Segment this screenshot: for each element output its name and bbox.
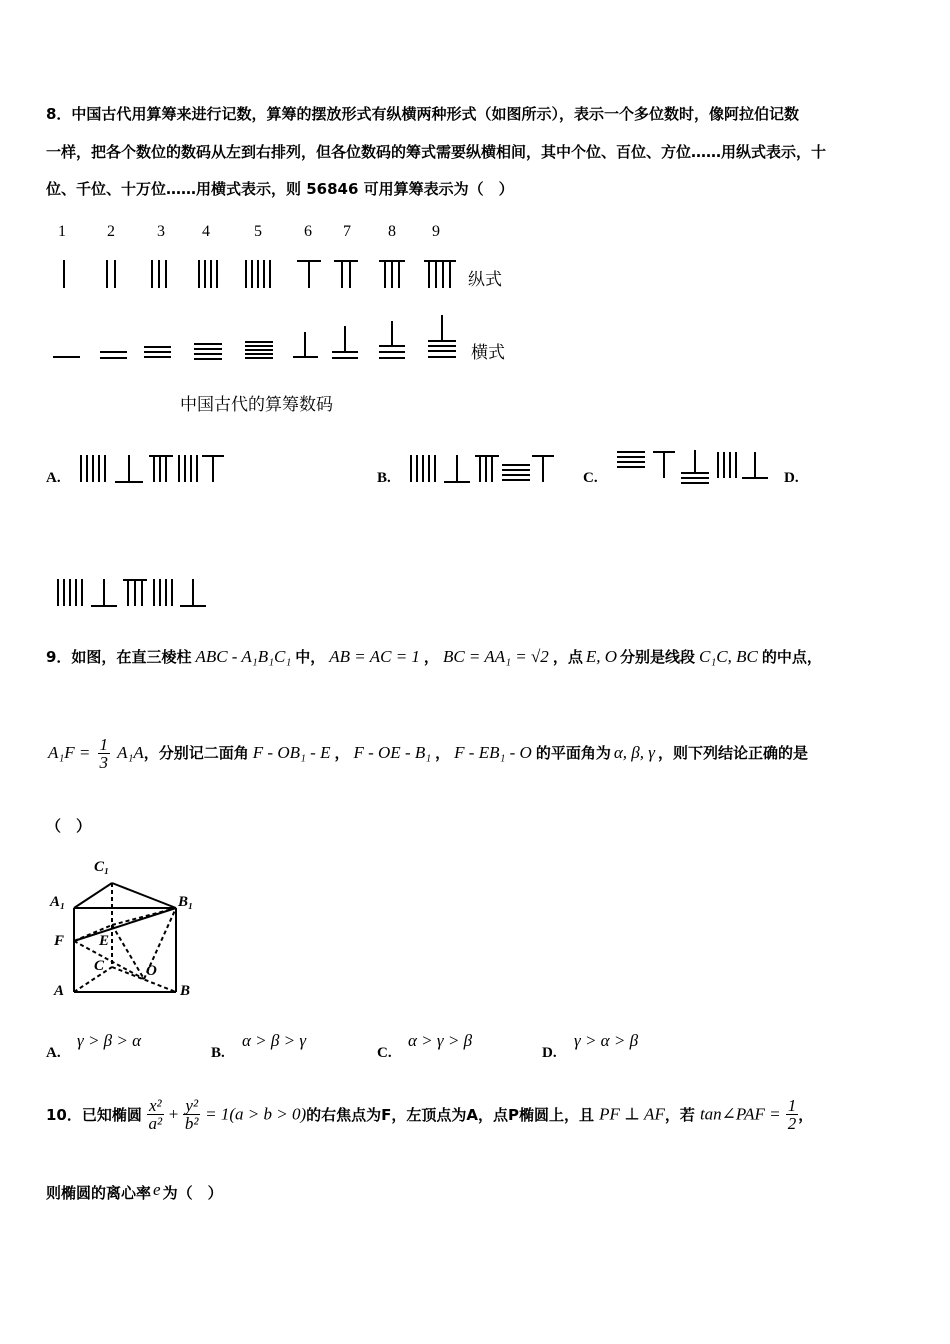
q10-e-var: e (153, 1180, 161, 1199)
digit-label: 2 (107, 223, 115, 240)
q9-pt: ，点 (552, 648, 583, 666)
q9-option-d-expr: γ > α > β (574, 1031, 639, 1050)
horizontal-form-label: 横式 (471, 343, 505, 363)
vertical-rod-3 (152, 260, 166, 288)
label-c1: C₁ (94, 859, 110, 875)
label-o: O (146, 963, 157, 979)
q8-option-a-label[interactable]: A. (46, 470, 61, 486)
label-a1: A₁ (50, 894, 66, 910)
q9-prefix: 9．如图，在直三棱柱 (46, 648, 192, 666)
digit-label: 9 (432, 223, 440, 240)
vertical-rod-9 (424, 261, 456, 288)
vertical-rod-6 (297, 261, 321, 288)
horizontal-rod-9 (428, 315, 456, 357)
q8-option-d-rods (55, 574, 215, 610)
q10-perp: PF ⊥ AF (599, 1104, 665, 1124)
q10-line2-end: 为（ ） (162, 1184, 223, 1202)
q10-plus: + (168, 1104, 179, 1124)
q10-text1: 的右焦点为F，左顶点为A，点P椭圆上，且 (306, 1106, 595, 1124)
vertical-form-label: 纵式 (468, 270, 502, 290)
horizontal-rod-6 (293, 332, 318, 357)
q9-frac-den: 3 (99, 753, 108, 772)
q9-eq1: AB = AC = 1 (329, 647, 420, 666)
q10-eq-tail: = 1(a > b > 0) (205, 1104, 307, 1124)
horizontal-rod-8 (379, 321, 405, 358)
horizontal-rod-7 (332, 326, 358, 358)
q10-frac2-num: y² (185, 1096, 199, 1115)
q10-frac2 (183, 1097, 200, 1132)
vertical-rod-2 (107, 260, 115, 288)
vertical-rod-7 (334, 261, 358, 288)
q9-angle1: F - OB₁ - E (252, 743, 331, 762)
q9-option-b-label[interactable]: B. (211, 1045, 225, 1061)
q10-tan-frac (786, 1097, 799, 1132)
q8-option-d-label[interactable]: D. (784, 470, 799, 486)
q10-tan-den: 2 (787, 1114, 797, 1133)
horizontal-rod-5 (245, 342, 273, 358)
digit-label: 3 (157, 223, 165, 240)
q9-angle3: F - EB₁ - O (454, 743, 532, 762)
q9-paren: （ ） (46, 817, 92, 835)
q10-frac2-den: b² (184, 1114, 199, 1133)
rod-numerals-drawing (0, 220, 470, 380)
q9-seg-text: 分别是线段 (620, 648, 696, 666)
vertical-rod-4 (199, 260, 217, 288)
rod-numerals-figure (0, 220, 560, 420)
q10-line1 (46, 1097, 813, 1143)
digit-label: 7 (343, 223, 351, 240)
q9-prism: ABC - A₁B₁C₁ (195, 647, 292, 666)
digit-label: 5 (254, 223, 262, 240)
digit-label: 8 (388, 223, 396, 240)
q10-line2 (46, 1180, 223, 1203)
q8-option-c-label[interactable]: C. (583, 470, 598, 486)
label-b: B (180, 983, 191, 999)
q8-option-b-rods (408, 450, 558, 486)
vertical-rod-5 (246, 260, 270, 288)
q9-option-c-expr: α > γ > β (408, 1031, 473, 1050)
q8-text-line1: 8．中国古代用算筹来进行记数，算筹的摆放形式有纵横两种形式（如图所示），表示一个多位数时，像阿拉伯记数 (46, 105, 799, 123)
q9-end1: 的中点， (761, 648, 822, 666)
q9-angle2: F - OE - B₁ (353, 743, 432, 762)
digit-label: 6 (304, 223, 312, 240)
horizontal-rod-2 (100, 352, 127, 358)
q10-tan-num: 1 (787, 1096, 797, 1115)
q10-prefix: 10．已知椭圆 (46, 1106, 142, 1124)
q9-points: E, O (585, 647, 617, 666)
q8-option-c-rods (614, 440, 774, 488)
q8-option-b-label[interactable]: B. (377, 470, 391, 486)
q9-frac-num: 1 (99, 735, 108, 754)
q9-vec-lhs: A₁F = (48, 743, 91, 762)
q8-text-line2: 一样，把各个数位的数码从左到右排列，但各位数码的筹式需要纵横相间，其中个位、百位、方位……用纵式表示，十 (46, 143, 827, 161)
q9-option-a-label[interactable]: A. (46, 1045, 61, 1061)
label-f: F (54, 933, 65, 949)
horizontal-rod-4 (194, 344, 222, 359)
q9-option-b-expr: α > β > γ (242, 1031, 307, 1050)
label-c: C (94, 958, 105, 974)
q9-text2: ，分别记二面角 (143, 744, 249, 762)
figure-caption: 中国古代的算筹数码 (180, 395, 333, 415)
q9-line2: A₁F = $\frac{1}{3}$ A₁A，分别记二面角 F - OB₁ - E ， F - OE - B₁ ， F - EB₁ - O 的平面角为 α, β, γ ，则下列结论正确的是 (48, 735, 808, 772)
q9-eq2: BC = AA₁ = √2 (442, 647, 549, 666)
label-e: E (99, 933, 110, 949)
q9-text3: 的平面角为 (535, 744, 611, 762)
q9-line1 (46, 646, 822, 667)
q8-text-line3: 位、千位、十万位……用横式表示，则 56846 可用算筹表示为（ ） (46, 180, 514, 198)
digit-label: 1 (58, 223, 66, 240)
q10-line2-text: 则椭圆的离心率 (46, 1184, 152, 1202)
prism-figure (44, 855, 214, 1005)
q9-fraction (98, 736, 111, 771)
q10-frac1-den: a² (148, 1114, 163, 1133)
q9-comma: ， (423, 648, 439, 666)
label-b1: B₁ (178, 894, 194, 910)
q8-option-a-rods (78, 450, 228, 486)
q10-text2: ，若 (664, 1106, 695, 1124)
q9-text4: ，则下列结论正确的是 (657, 744, 808, 762)
q10-tan-expr: tan∠PAF = (699, 1104, 781, 1124)
q10-end: ， (798, 1106, 814, 1124)
horizontal-rod-3 (144, 347, 171, 357)
vertical-rod-8 (379, 261, 405, 288)
q9-option-c-label[interactable]: C. (377, 1045, 392, 1061)
q9-option-a-expr: γ > β > α (77, 1031, 142, 1050)
digit-label: 4 (202, 223, 210, 240)
q10-frac1-num: x² (148, 1096, 162, 1115)
q9-vec-rhs: A₁A (117, 743, 144, 762)
label-a: A (54, 983, 65, 999)
q9-option-d-label[interactable]: D. (542, 1045, 557, 1061)
q9-greek: α, β, γ (613, 743, 655, 762)
q9-segments: C₁C, BC (699, 647, 758, 666)
q9-mid: 中， (295, 648, 326, 666)
q10-frac1 (147, 1097, 164, 1132)
